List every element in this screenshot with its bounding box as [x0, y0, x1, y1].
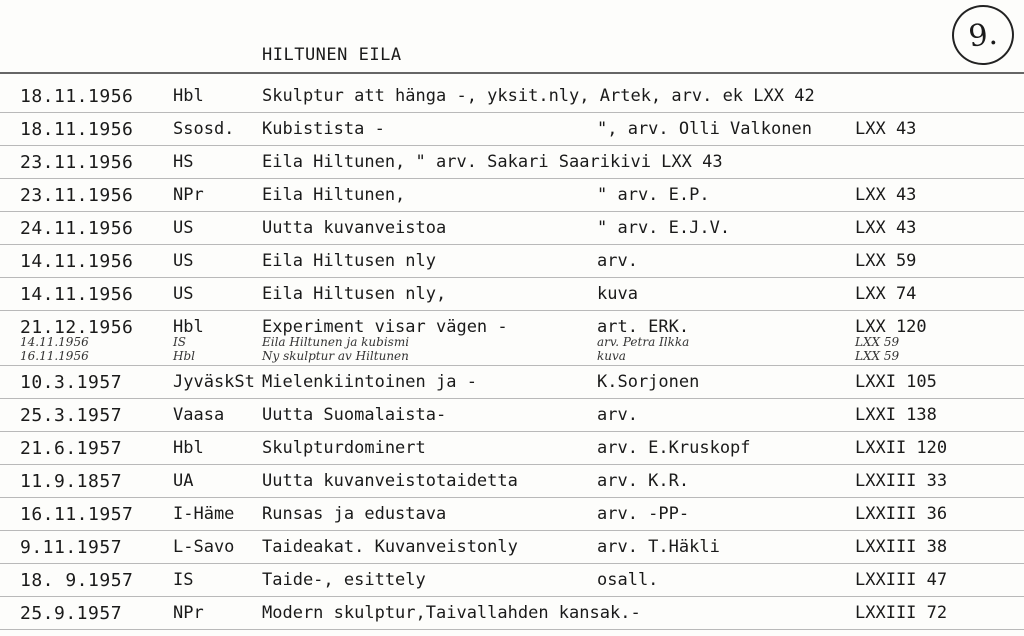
card-number-circle: 9. — [949, 2, 1017, 68]
entry-date: 24.11.1956 — [20, 218, 134, 239]
entry-note: arv. K.R. — [597, 471, 690, 491]
entry-row — [0, 432, 1024, 465]
entry-title: Eila Hiltunen, — [262, 185, 406, 205]
entry-source: Ssosd. — [173, 119, 235, 139]
entry-note: arv. -PP- — [597, 504, 690, 524]
entry-source: US — [173, 284, 194, 304]
entry-source: L-Savo — [173, 537, 235, 557]
entry-source: NPr — [173, 603, 204, 623]
entry-row — [0, 311, 1024, 366]
hand-date: 16.11.1956 — [20, 349, 89, 363]
entries-list — [0, 80, 1024, 630]
entry-source: Hbl — [173, 86, 204, 106]
entry-title: Skulpturdominert — [262, 438, 426, 458]
entry-date: 21.6.1957 — [20, 438, 123, 459]
entry-row — [0, 366, 1024, 399]
entry-row — [0, 245, 1024, 278]
entry-date: 10.3.1957 — [20, 372, 123, 393]
entry-date: 23.11.1956 — [20, 152, 134, 173]
entry-note: arv. T.Häkli — [597, 537, 720, 557]
entry-text: Modern skulptur,Taivallahden kansak.- — [262, 603, 641, 623]
entry-title: Taide-, esittely — [262, 570, 426, 590]
entry-row — [0, 564, 1024, 597]
entry-source: JyväskSt — [173, 372, 255, 392]
entry-reference: LXX 43 — [855, 119, 917, 139]
entry-date: 21.12.1956 — [20, 317, 134, 338]
entry-text: Eila Hiltunen, " arv. Sakari Saarikivi LXX 43 — [262, 152, 723, 172]
entry-title: Uutta kuvanveistoa — [262, 218, 447, 238]
hand-reference: LXX 59 — [855, 349, 900, 363]
entry-date: 11.9.1857 — [20, 471, 123, 492]
entry-title: Uutta Suomalaista- — [262, 405, 447, 425]
entry-date: 25.3.1957 — [20, 405, 123, 426]
entry-title: Taideakat. Kuvanveistonly — [262, 537, 518, 557]
entry-note: kuva — [597, 284, 638, 304]
entry-note: arv. — [597, 251, 638, 271]
entry-note: " arv. E.P. — [597, 185, 710, 205]
hand-date: 14.11.1956 — [20, 335, 89, 349]
entry-reference: LXXIII 72 — [855, 603, 948, 623]
entry-row — [0, 465, 1024, 498]
entry-reference: LXX 43 — [855, 218, 917, 238]
hand-title: Ny skulptur av Hiltunen — [262, 349, 409, 363]
entry-reference: LXX 43 — [855, 185, 917, 205]
entry-row — [0, 597, 1024, 630]
entry-note: arv. E.Kruskopf — [597, 438, 751, 458]
entry-row — [0, 113, 1024, 146]
entry-source: HS — [173, 152, 194, 172]
entry-date: 18. 9.1957 — [20, 570, 134, 591]
entry-source: Hbl — [173, 317, 204, 337]
entry-title: Mielenkiintoinen ja - — [262, 372, 477, 392]
entry-title: Runsas ja edustava — [262, 504, 447, 524]
entry-row — [0, 146, 1024, 179]
entry-note: ", arv. Olli Valkonen — [597, 119, 812, 139]
entry-row — [0, 212, 1024, 245]
hand-reference: LXX 59 — [855, 335, 900, 349]
entry-title: Experiment visar vägen - — [262, 317, 508, 337]
entry-title: Eila Hiltusen nly, — [262, 284, 447, 304]
hand-note: arv. Petra Ilkka — [597, 335, 690, 349]
entry-date: 16.11.1957 — [20, 504, 134, 525]
entry-title: Uutta kuvanveistotaidetta — [262, 471, 518, 491]
entry-row — [0, 498, 1024, 531]
entry-note: arv. — [597, 405, 638, 425]
entry-source: Vaasa — [173, 405, 225, 425]
entry-reference: LXXIII 36 — [855, 504, 948, 524]
hand-note: kuva — [597, 349, 626, 363]
entry-date: 18.11.1956 — [20, 119, 134, 140]
entry-source: UA — [173, 471, 194, 491]
entry-note: osall. — [597, 570, 659, 590]
entry-source: NPr — [173, 185, 204, 205]
entry-row — [0, 179, 1024, 212]
entry-date: 23.11.1956 — [20, 185, 134, 206]
entry-reference: LXX 59 — [855, 251, 917, 271]
hand-title: Eila Hiltunen ja kubismi — [262, 335, 410, 349]
entry-row — [0, 399, 1024, 432]
entry-reference: LXX 74 — [855, 284, 917, 304]
entry-reference: LXXI 138 — [855, 405, 937, 425]
entry-source: Hbl — [173, 438, 204, 458]
entry-text: Skulptur att hänga -, yksit.nly, Artek, arv. ek LXX 42 — [262, 86, 815, 106]
entry-source: IS — [173, 570, 194, 590]
entry-row — [0, 531, 1024, 564]
entry-row — [0, 80, 1024, 113]
entry-date: 18.11.1956 — [20, 86, 134, 107]
entry-date: 14.11.1956 — [20, 251, 134, 272]
entry-reference: LXX 120 — [855, 317, 927, 337]
entry-note: " arv. E.J.V. — [597, 218, 731, 238]
entry-reference: LXXIII 47 — [855, 570, 948, 590]
header-divider — [0, 72, 1024, 74]
entry-note: art. ERK. — [597, 317, 690, 337]
entry-title: Eila Hiltusen nly — [262, 251, 436, 271]
entry-date: 25.9.1957 — [20, 603, 123, 624]
entry-row — [0, 278, 1024, 311]
entry-date: 9.11.1957 — [20, 537, 123, 558]
entry-reference: LXXI 105 — [855, 372, 937, 392]
entry-reference: LXXIII 33 — [855, 471, 948, 491]
entry-date: 14.11.1956 — [20, 284, 134, 305]
hand-source: IS — [173, 335, 186, 349]
entry-source: US — [173, 218, 194, 238]
entry-reference: LXXIII 38 — [855, 537, 948, 557]
entry-note: K.Sorjonen — [597, 372, 700, 392]
entry-source: US — [173, 251, 194, 271]
card-header-name: HILTUNEN EILA — [262, 45, 402, 65]
hand-source: Hbl — [173, 349, 195, 363]
entry-source: I-Häme — [173, 504, 235, 524]
entry-reference: LXXII 120 — [855, 438, 948, 458]
handwritten-addendum — [0, 349, 1024, 365]
entry-title: Kubistista - — [262, 119, 385, 139]
